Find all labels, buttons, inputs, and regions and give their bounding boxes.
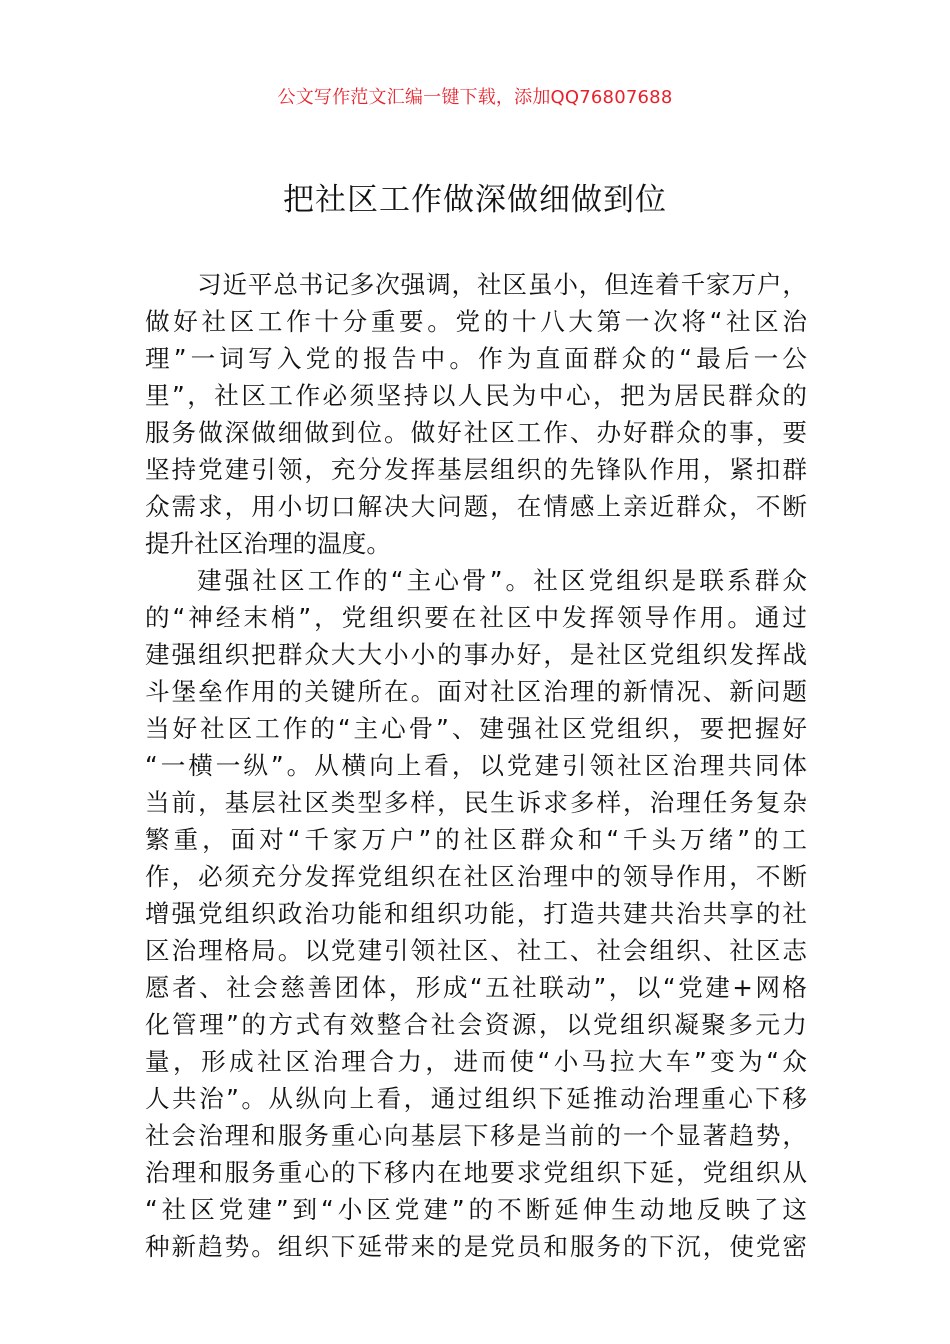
text-line: 斗堡垒作用的关键所在。面对社区治理的新情况、新问题 — [145, 677, 807, 706]
text-line: “社区党建”到“小区党建”的不断延伸生动地反映了这 — [145, 1195, 807, 1224]
text-line: 愿者、社会慈善团体，形成“五社联动”，以“党建+网格 — [145, 973, 807, 1002]
text-line: 区治理格局。以党建引领社区、社工、社会组织、社区志 — [145, 936, 807, 965]
paragraph-backbone — [145, 562, 807, 1265]
text-line: 习近平总书记多次强调，社区虽小，但连着千家万户， — [197, 270, 807, 299]
text-line: 里”，社区工作必须坚持以人民为中心，把为居民群众的 — [145, 381, 807, 410]
text-line: 的“神经末梢”，党组织要在社区中发挥领导作用。通过 — [145, 603, 807, 632]
text-line: 繁重，面对“千家万户”的社区群众和“千头万绪”的工 — [145, 825, 807, 854]
text-line: 量，形成社区治理合力，进而使“小马拉大车”变为“众 — [145, 1047, 807, 1076]
paragraph-intro — [145, 266, 807, 562]
text-line: 提升社区治理的温度。 — [145, 529, 391, 558]
text-line: 化管理”的方式有效整合社会资源，以党组织凝聚多元力 — [145, 1010, 807, 1039]
text-line: 社会治理和服务重心向基层下移是当前的一个显著趋势， — [145, 1121, 807, 1150]
download-watermark: 公文写作范文汇编一键下载，添加QQ76807688 — [277, 87, 673, 108]
text-line: “一横一纵”。从横向上看，以党建引领社区治理共同体 — [145, 751, 807, 780]
text-line: 增强党组织政治功能和组织功能，打造共建共治共享的社 — [145, 899, 807, 928]
text-line: 作，必须充分发挥党组织在社区治理中的领导作用，不断 — [145, 862, 807, 891]
text-line: 坚持党建引领，充分发挥基层组织的先锋队作用，紧扣群 — [145, 455, 807, 484]
text-line: 做好社区工作十分重要。党的十八大第一次将“社区治 — [145, 307, 807, 336]
document-body — [145, 266, 807, 1265]
text-line: 种新趋势。组织下延带来的是党员和服务的下沉，使党密 — [145, 1232, 807, 1261]
text-line: 众需求，用小切口解决大问题，在情感上亲近群众，不断 — [145, 492, 807, 521]
text-line: 人共治”。从纵向上看，通过组织下延推动治理重心下移 — [145, 1084, 807, 1113]
text-line: 建强组织把群众大大小小的事办好，是社区党组织发挥战 — [145, 640, 807, 669]
text-line: 当前，基层社区类型多样，民生诉求多样，治理任务复杂 — [145, 788, 807, 817]
text-line: 治理和服务重心的下移内在地要求党组织下延，党组织从 — [145, 1158, 807, 1187]
text-line: 建强社区工作的“主心骨”。社区党组织是联系群众 — [197, 566, 807, 595]
text-line: 理”一词写入党的报告中。作为直面群众的“最后一公 — [145, 344, 807, 373]
text-line: 服务做深做细做到位。做好社区工作、办好群众的事，要 — [145, 418, 807, 447]
text-line: 当好社区工作的“主心骨”、建强社区党组织，要把握好 — [145, 714, 807, 743]
document-title: 把社区工作做深做细做到位 — [283, 182, 667, 218]
